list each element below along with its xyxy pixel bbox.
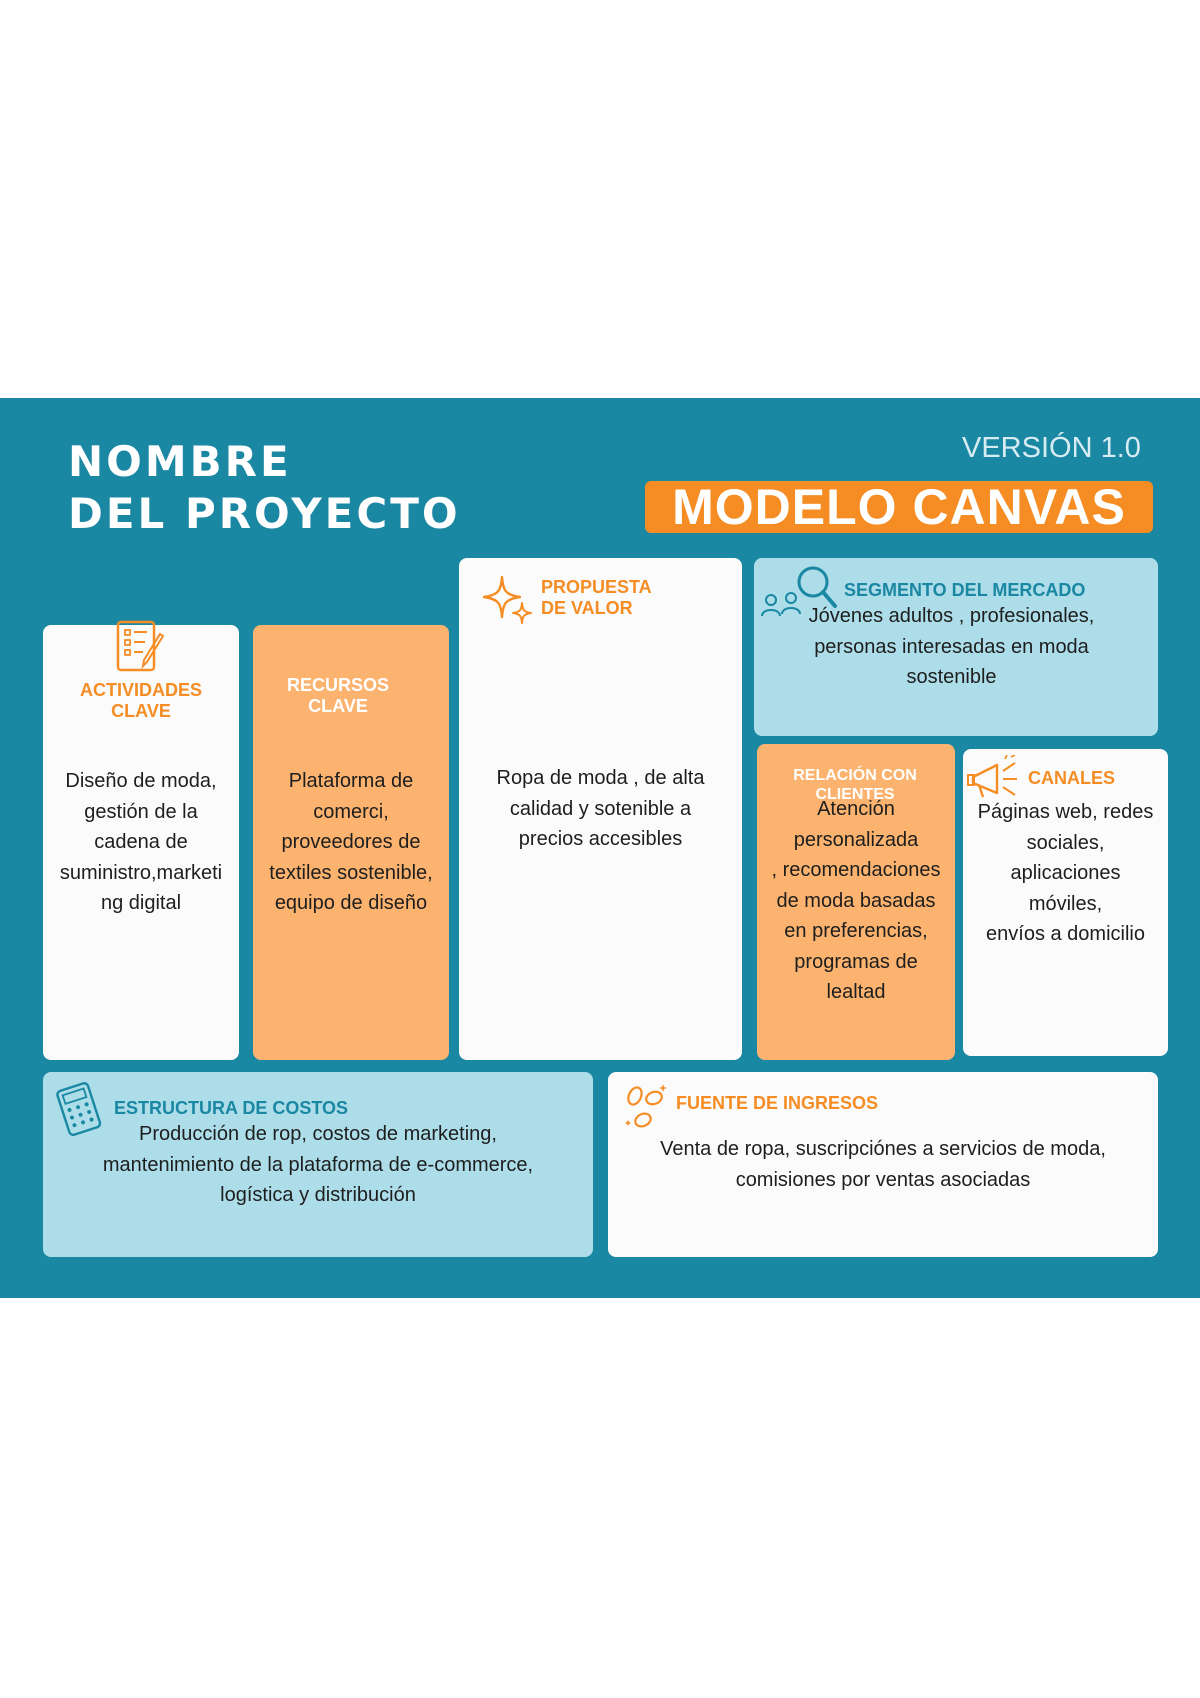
costos-title: ESTRUCTURA DE COSTOS xyxy=(114,1098,349,1118)
ingresos-card xyxy=(608,1072,1158,1257)
canales-text: Páginas web, redes sociales, aplicaciones móviles, envíos a domicilio xyxy=(977,801,1154,945)
megaphone-icon xyxy=(967,755,1029,799)
canvas-badge: MODELO CANVAS xyxy=(645,481,1153,533)
ingresos-title: FUENTE DE INGRESOS xyxy=(676,1093,879,1113)
recursos-text: Plataforma de comerci, proveedores de textiles sostenible, equipo de diseño xyxy=(269,770,433,914)
version-label: VERSIÓN 1.0 xyxy=(962,432,1141,464)
project-title-line2: DEL PROYECTO xyxy=(68,489,461,538)
segmento-card xyxy=(754,558,1158,736)
sparkle-icon xyxy=(480,575,536,627)
coins-icon xyxy=(623,1082,669,1132)
project-title xyxy=(68,436,461,540)
actividades-title: ACTIVIDADES CLAVE xyxy=(79,680,202,721)
canales-card xyxy=(963,749,1168,1056)
ingresos-text: Venta de ropa, suscripciónes a servicios de moda, comisiones por ventas asociadas xyxy=(660,1138,1106,1191)
segmento-text: Jóvenes adultos , profesionales, personas interesadas en moda sostenible xyxy=(808,605,1095,688)
segmento-title: SEGMENTO DEL MERCADO xyxy=(844,580,1086,600)
relacion-title: RELACIÓN CON CLIENTES xyxy=(793,767,917,803)
actividades-card xyxy=(43,625,239,1060)
recursos-card xyxy=(253,625,449,1060)
actividades-text: Diseño de moda, gestión de la cadena de suministro,marketi ng digital xyxy=(59,770,223,914)
propuesta-card xyxy=(459,558,742,1060)
relacion-text: Atención personalizada , recomendaciones de moda basadas en preferencias, programas de lealtad xyxy=(771,798,941,1003)
project-title-line1: NOMBRE xyxy=(68,437,292,486)
propuesta-title: PROPUESTA DE VALOR xyxy=(541,577,652,618)
propuesta-text: Ropa de moda , de alta calidad y sotenible a precios accesibles xyxy=(496,767,705,850)
costos-text: Producción de rop, costos de marketing, mantenimiento de la plataforma de e-commerce, logística y distribución xyxy=(102,1123,534,1206)
recursos-title: RECURSOS CLAVE xyxy=(286,675,389,716)
relacion-card xyxy=(757,744,955,1060)
checklist-icon xyxy=(113,618,169,676)
costos-card xyxy=(43,1072,593,1257)
canales-title: CANALES xyxy=(1028,768,1116,788)
